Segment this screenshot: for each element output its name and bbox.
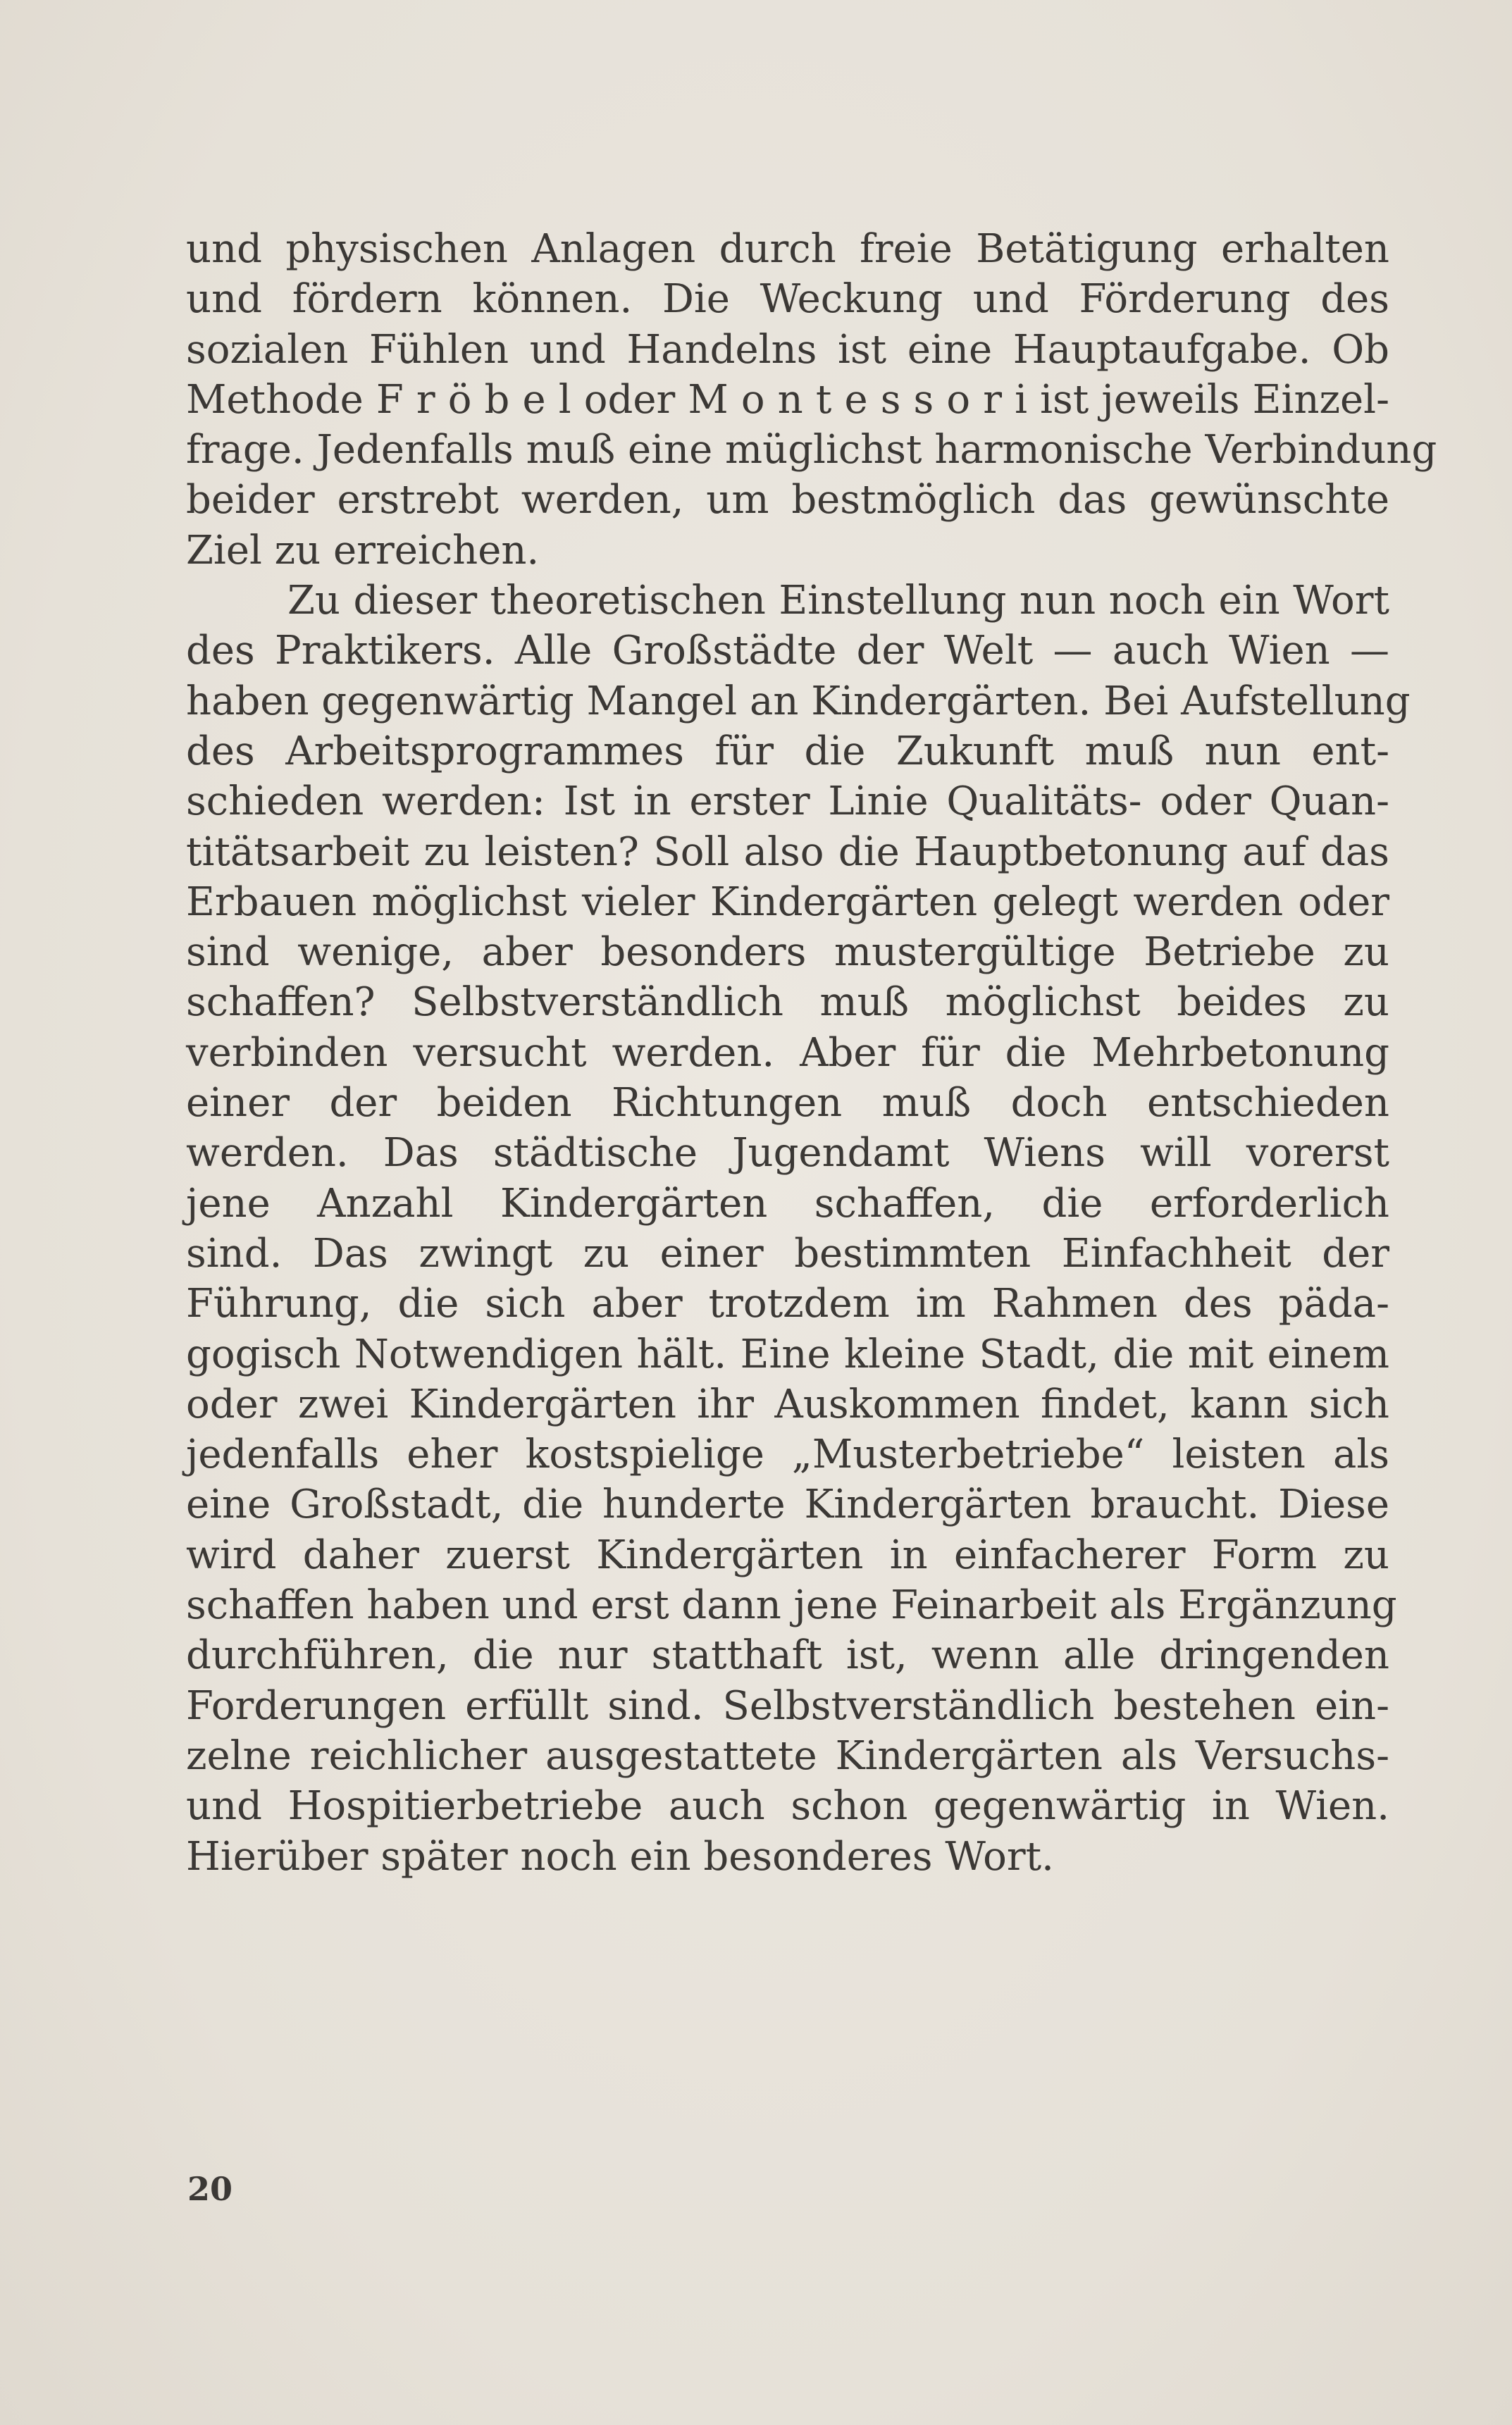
text-line: verbinden versucht werden. Aber für die Mehrbetonung <box>186 1029 1389 1076</box>
text-line: schieden werden: Ist in erster Linie Qualitäts- oder Quan- <box>186 779 1389 825</box>
text-line: Führung, die sich aber trotzdem im Rahmen des päda- <box>186 1281 1389 1327</box>
text-line: sind wenige, aber besonders mustergültige Betriebe zu <box>186 929 1389 976</box>
text-line: eine Großstadt, die hunderte Kindergärten braucht. Diese <box>186 1482 1389 1528</box>
text-line: wird daher zuerst Kindergärten in einfacherer Form zu <box>186 1532 1389 1578</box>
paragraph-start-line: Zu dieser theoretischen Einstellung nun noch ein Wort <box>287 578 1389 624</box>
text-line: durchführen, die nur statthaft ist, wenn alle dringenden <box>186 1632 1389 1679</box>
body-text <box>186 224 1437 1882</box>
text-line: Ziel zu erreichen. <box>186 527 540 573</box>
text-line: schaffen? Selbstverständlich muß möglichst beides zu <box>186 979 1389 1026</box>
text-line: haben gegenwärtig Mangel an Kindergärten. Bei Aufstellung <box>186 678 1411 724</box>
text-line: des Praktikers. Alle Großstädte der Welt — auch Wien — <box>186 628 1389 674</box>
text-line: Hierüber später noch ein besonderes Wort. <box>186 1833 1054 1880</box>
text-line: jedenfalls eher kostspielige „Musterbetriebe“ leisten als <box>186 1432 1389 1478</box>
text-line: Methode F r ö b e l oder M o n t e s s o r i ist jeweils Einzel- <box>186 376 1389 423</box>
text-line: werden. Das städtische Jugendamt Wiens will vorerst <box>186 1130 1389 1177</box>
text-line: und fördern können. Die Weckung und Förderung des <box>186 276 1389 323</box>
page-number: 20 <box>187 2170 233 2208</box>
text-line: schaffen haben und erst dann jene Feinarbeit als Ergänzung <box>186 1582 1397 1629</box>
text-line: Forderungen erfüllt sind. Selbstverständlich bestehen ein- <box>186 1682 1389 1729</box>
text-line: Erbauen möglichst vieler Kindergärten gelegt werden oder <box>186 879 1389 925</box>
text-line: und Hospitierbetriebe auch schon gegenwärtig in Wien. <box>186 1783 1389 1830</box>
text-line: sozialen Fühlen und Handelns ist eine Hauptaufgabe. Ob <box>186 326 1389 373</box>
text-line: beider erstrebt werden, um bestmöglich das gewünschte <box>186 477 1389 523</box>
text-line: und physischen Anlagen durch freie Betätigung erhalten <box>186 226 1389 272</box>
text-line: zelne reichlicher ausgestattete Kindergärten als Versuchs- <box>186 1732 1389 1779</box>
text-line: titätsarbeit zu leisten? Soll also die Hauptbetonung auf das <box>186 829 1389 875</box>
text-line: einer der beiden Richtungen muß doch entschieden <box>186 1080 1389 1127</box>
text-line: frage. Jedenfalls muß eine müglichst harmonische Verbindung <box>186 427 1437 473</box>
text-line: jene Anzahl Kindergärten schaffen, die erforderlich <box>186 1180 1389 1227</box>
text-line: des Arbeitsprogrammes für die Zukunft muß nun ent- <box>186 728 1389 774</box>
text-line: oder zwei Kindergärten ihr Auskommen findet, kann sich <box>186 1381 1389 1427</box>
text-line: sind. Das zwingt zu einer bestimmten Einfachheit der <box>186 1230 1389 1277</box>
text-line: gogisch Notwendigen hält. Eine kleine Stadt, die mit einem <box>186 1331 1389 1377</box>
